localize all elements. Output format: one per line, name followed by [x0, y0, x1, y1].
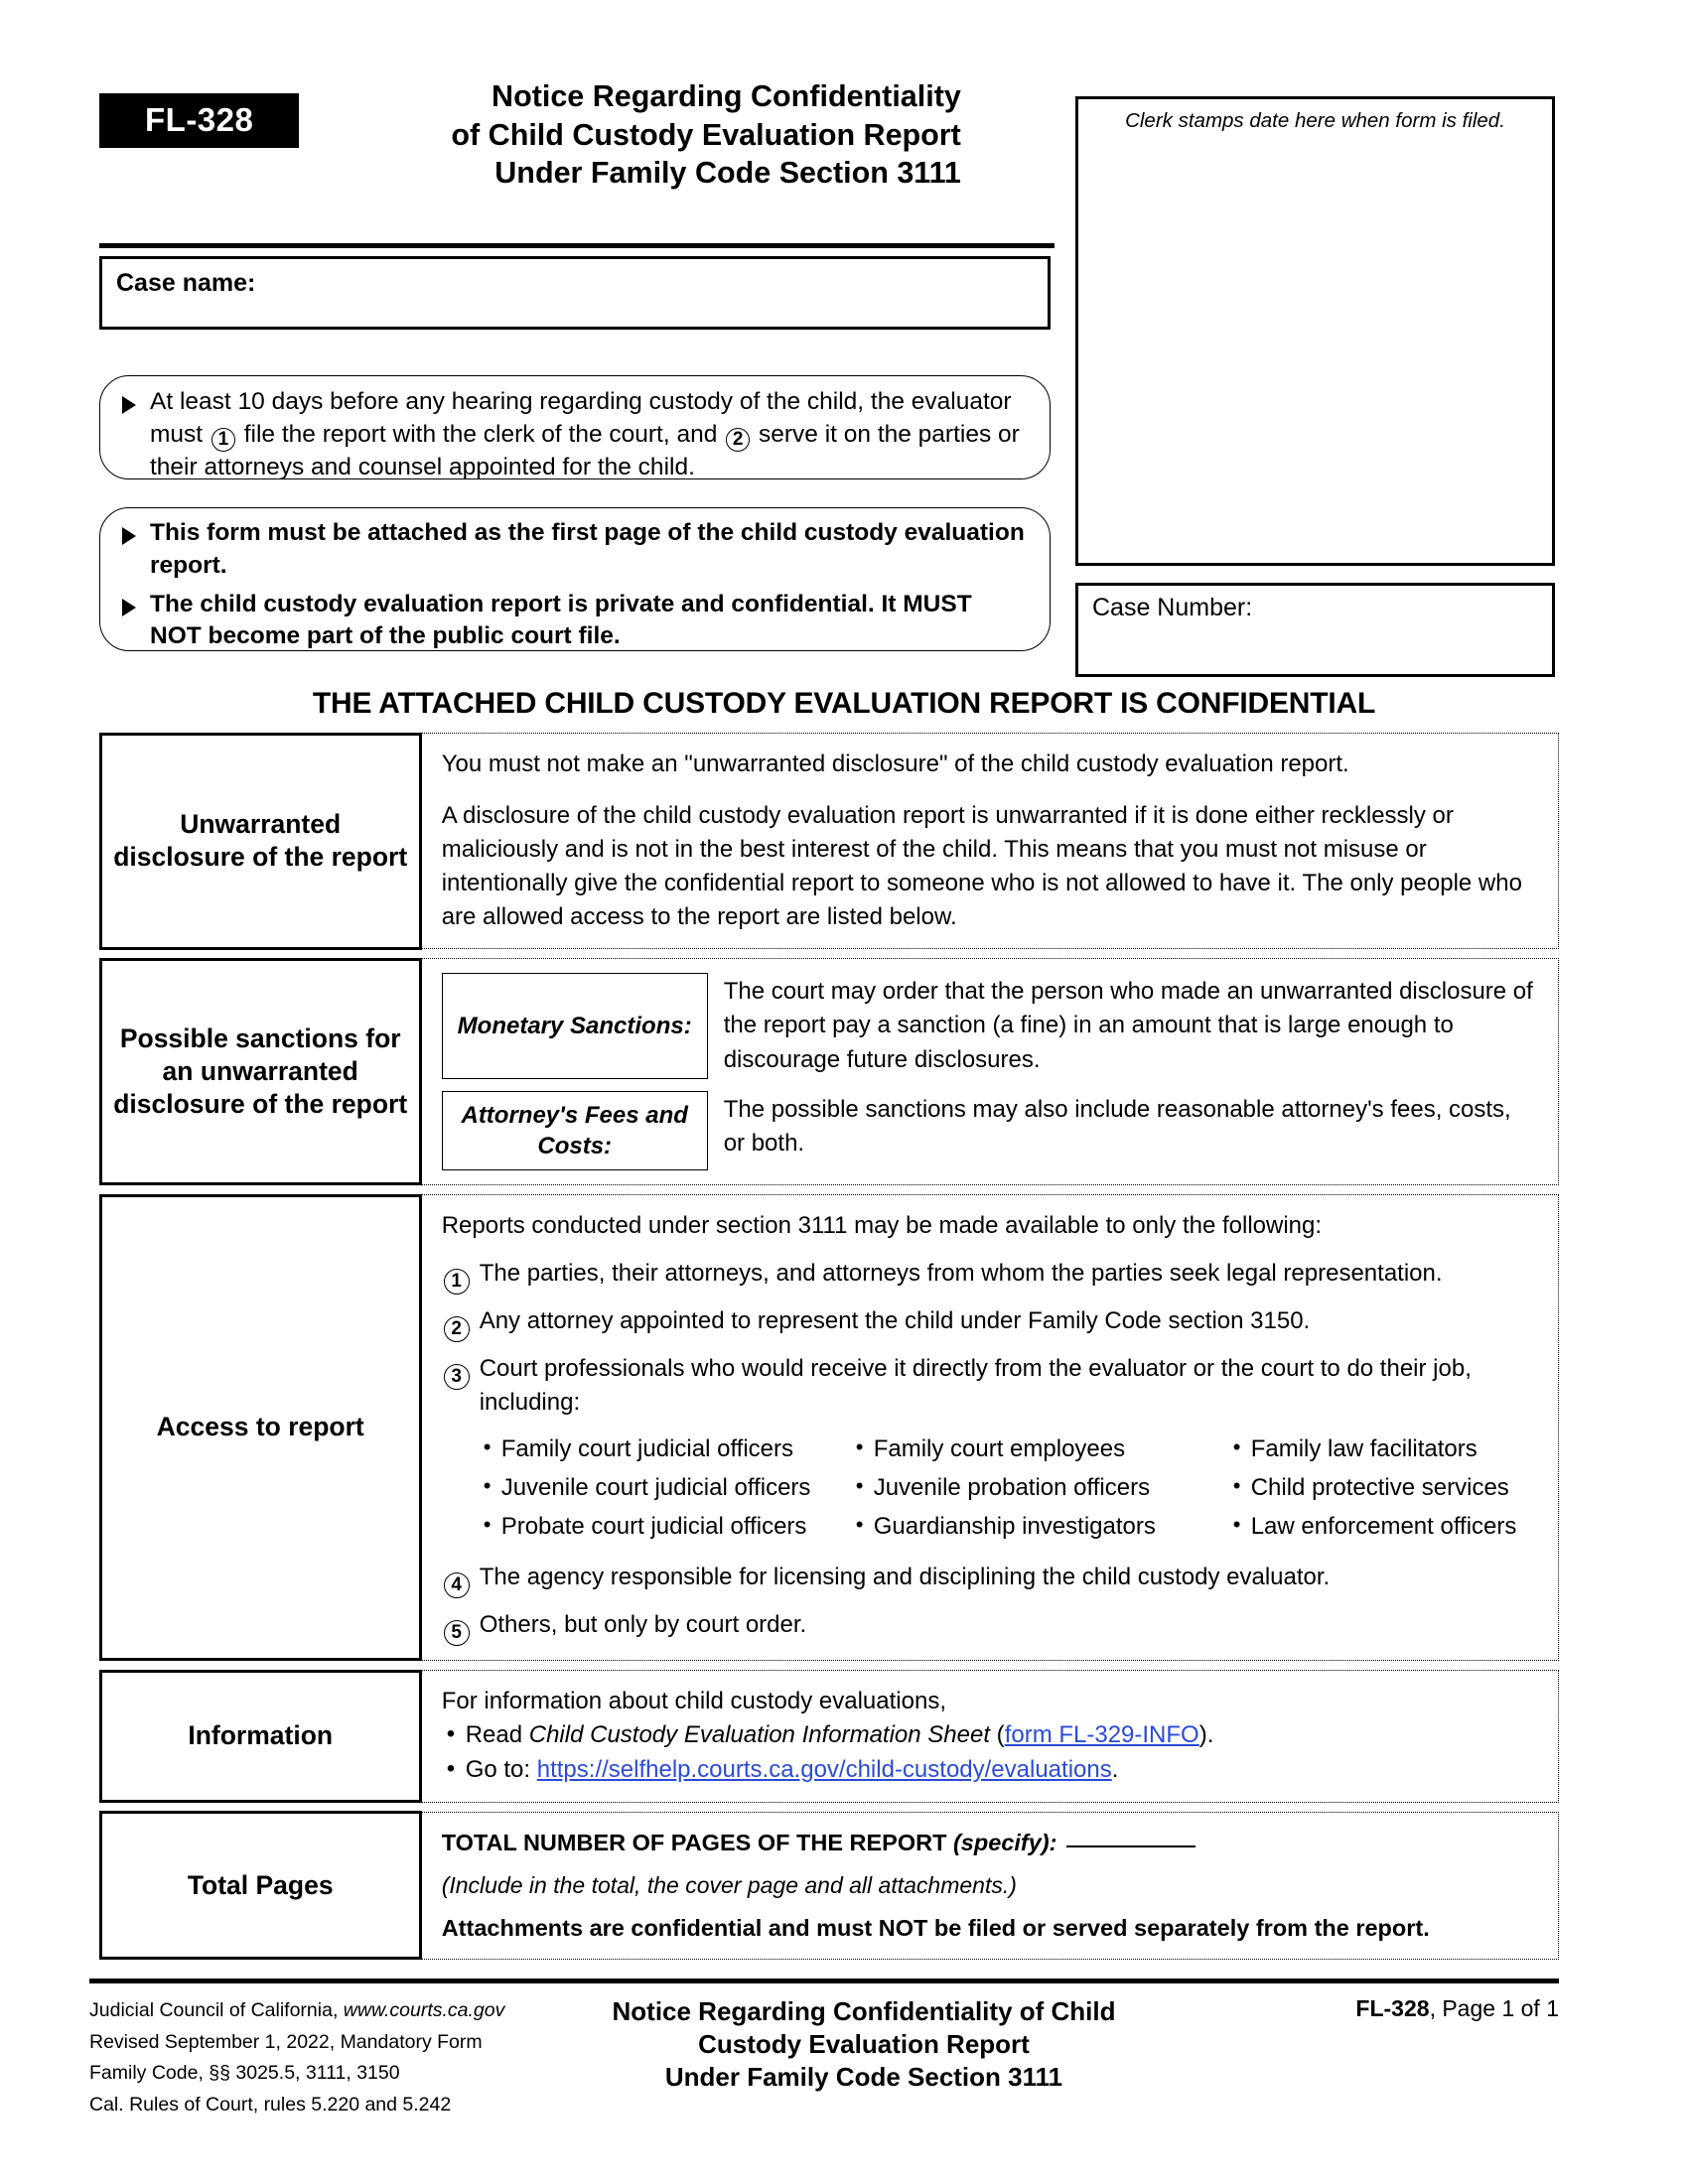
info-goto-period: .	[1111, 1755, 1119, 1783]
callout-attach-first-page: This form must be attached as the first page of the child custody evaluation report.	[150, 519, 1025, 579]
total-pages-specify: (specify):	[952, 1829, 1057, 1855]
circled-number-container	[442, 1355, 472, 1390]
circled-number-2: 2	[726, 428, 750, 452]
circled-number-icon: 3	[444, 1364, 470, 1390]
row-body-information	[422, 1671, 1558, 1802]
row-body-total-pages	[422, 1813, 1558, 1959]
case-name-label: Case name:	[116, 269, 256, 297]
information-intro: For information about child custody evaluations,	[441, 1687, 946, 1714]
row-body-sanctions	[422, 959, 1558, 1184]
professional-item: • Family court judicial officers	[480, 1431, 852, 1469]
total-pages-input[interactable]	[1066, 1844, 1196, 1847]
main-content-table	[99, 733, 1559, 1969]
sanction-value-attorney-fees: The possible sanctions may also include reasonable attorney's fees, costs, or both.	[723, 1095, 1511, 1157]
table-row-information	[99, 1670, 1559, 1803]
form-header	[99, 77, 1053, 193]
total-pages-warning: Attachments are confidential and must NOT be filed or served separately from the report.	[441, 1914, 1430, 1941]
unwarranted-paragraph-2: A disclosure of the child custody evaluation report is unwarranted if it is done either recklessly or maliciously and is not in the best interest of the child. This means that you must not misuse or intentionally give the confidential report to someone who is not allowed to have it. The only people who are allowed access to the report are listed below.	[441, 802, 1522, 931]
sanction-key-attorney-fees: Attorney's Fees and Costs:	[442, 1091, 708, 1170]
sanction-key-monetary: Monetary Sanctions:	[442, 973, 708, 1078]
professional-item: • Child protective services	[1229, 1469, 1557, 1508]
form-footer	[89, 1989, 1559, 2128]
footer-council: Judicial Council of California,	[89, 1999, 344, 2021]
circled-number-container	[442, 1611, 472, 1646]
information-bullet-read	[442, 1718, 1542, 1753]
triangle-bullet-icon	[122, 527, 150, 545]
row-label-information: Information	[99, 1670, 422, 1803]
sanction-item-monetary	[442, 973, 1542, 1078]
footer-page-number: , Page 1 of 1	[1429, 1995, 1559, 2021]
confidential-banner: THE ATTACHED CHILD CUSTODY EVALUATION REPORT IS CONFIDENTIAL	[312, 687, 1376, 720]
sanction-item-attorney-fees	[442, 1091, 1542, 1170]
access-item-text: Others, but only by court order.	[479, 1610, 807, 1638]
table-row-possible-sanctions	[99, 958, 1559, 1185]
info-paren-close: ).	[1198, 1720, 1214, 1748]
professional-item: • Juvenile court judicial officers	[480, 1469, 852, 1508]
case-number-label: Case Number:	[1092, 594, 1253, 621]
form-title-line-1: Notice Regarding Confidentiality	[492, 79, 961, 113]
circled-number-1: 1	[211, 428, 235, 452]
triangle-bullet-icon	[122, 396, 150, 414]
circled-number-container	[442, 1260, 472, 1295]
info-sheet-title: Child Custody Evaluation Information Sheet	[528, 1720, 991, 1748]
callout-part-1: At least 10 days before any hearing regarding custody of the child, the evaluator must	[150, 388, 1012, 448]
information-bullet-goto	[442, 1753, 1542, 1788]
circled-number-icon: 5	[444, 1620, 470, 1646]
table-row-total-pages	[99, 1812, 1559, 1960]
link-form-fl-329-info[interactable]: form FL-329-INFO	[1004, 1720, 1199, 1748]
case-name-field[interactable]	[99, 256, 1051, 330]
form-title-line-2: of Child Custody Evaluation Report	[451, 117, 961, 152]
access-item-text: The parties, their attorneys, and attorneys from whom the parties seek legal representation.	[479, 1260, 1443, 1288]
callout-private-confidential: The child custody evaluation report is private and confidential. It MUST NOT become part of the public court file.	[150, 590, 972, 650]
access-list-item	[442, 1608, 1557, 1646]
footer-page-indicator	[1355, 1995, 1559, 2022]
access-item-text: Any attorney appointed to represent the child under Family Code section 3150.	[479, 1307, 1311, 1335]
footer-line-3: Family Code, §§ 3025.5, 3111, 3150	[89, 2062, 400, 2085]
circled-number-icon: 2	[444, 1316, 470, 1342]
clerk-stamp-label: Clerk stamps date here when form is filed.	[1125, 109, 1505, 132]
form-title-line-3: Under Family Code Section 3111	[494, 156, 961, 191]
professional-item: • Juvenile probation officers	[852, 1469, 1229, 1508]
callout-part-2: file the report with the clerk of the court, and	[243, 420, 718, 448]
callout-attachment-warning	[99, 507, 1051, 651]
row-label-access: Access to report	[99, 1194, 422, 1661]
footer-line-4: Cal. Rules of Court, rules 5.220 and 5.242	[89, 2093, 452, 2116]
form-id-badge: FL-328	[99, 93, 299, 148]
access-item-text: Court professionals who would receive it directly from the evaluator or the court to do their job, including:	[479, 1355, 1472, 1416]
circled-number-container	[442, 1307, 472, 1342]
footer-title-line-3: Under Family Code Section 3111	[664, 2062, 1063, 2093]
table-row-unwarranted-disclosure	[99, 733, 1559, 949]
access-list-item	[442, 1257, 1557, 1295]
row-label-sanctions: Possible sanctions for an unwarranted disclosure of the report	[99, 958, 422, 1185]
footer-legal-citations	[89, 1995, 504, 2120]
professional-item: • Probate court judicial officers	[480, 1508, 852, 1547]
footer-form-title	[516, 1995, 1211, 2094]
info-goto-prefix: Go to:	[465, 1755, 537, 1783]
sanction-value-monetary: The court may order that the person who made an unwarranted disclosure of the report pay a sanction (a fine) in an amount that is large enough to discourage future disclosures.	[723, 978, 1533, 1073]
callout-filing-instructions	[99, 375, 1051, 479]
triangle-bullet-icon	[122, 599, 150, 616]
total-pages-prompt	[442, 1827, 1542, 1859]
row-body-unwarranted	[422, 734, 1558, 948]
info-paren-open: (	[990, 1720, 1005, 1748]
professional-item: • Family law facilitators	[1229, 1431, 1557, 1469]
link-selfhelp-url[interactable]: https://selfhelp.courts.ca.gov/child-custody/evaluations	[536, 1755, 1112, 1783]
professional-item: • Guardianship investigators	[852, 1508, 1229, 1547]
unwarranted-paragraph-1: You must not make an "unwarranted disclosure" of the child custody evaluation report.	[441, 751, 1349, 777]
clerk-stamp-box	[1075, 96, 1555, 566]
circled-number-icon: 4	[444, 1572, 470, 1598]
circled-number-container	[442, 1564, 472, 1598]
footer-form-id: FL-328	[1355, 1995, 1430, 2021]
footer-line-2: Revised September 1, 2022, Mandatory Form	[89, 2030, 483, 2053]
row-body-access	[422, 1195, 1573, 1660]
court-professionals-columns	[480, 1431, 1557, 1547]
professional-item: • Law enforcement officers	[1229, 1508, 1557, 1547]
professional-item: • Family court employees	[852, 1431, 1229, 1469]
footer-divider	[89, 1979, 1559, 1983]
footer-line-1	[89, 1995, 504, 2027]
professionals-column-3	[1229, 1431, 1557, 1547]
row-label-unwarranted: Unwarranted disclosure of the report	[99, 733, 422, 950]
circled-number-icon: 1	[444, 1269, 470, 1295]
access-list-item	[442, 1304, 1557, 1342]
table-row-access-to-report	[99, 1194, 1559, 1661]
professionals-column-2	[852, 1431, 1229, 1547]
case-number-field[interactable]	[1075, 583, 1555, 677]
footer-title-line-2: Custody Evaluation Report	[698, 2029, 1030, 2060]
total-pages-prompt-bold: TOTAL NUMBER OF PAGES OF THE REPORT	[441, 1829, 953, 1855]
professionals-column-1	[480, 1431, 852, 1547]
callout-filing-text	[150, 386, 1050, 484]
callout-part-3: serve it on the parties or their attorneys and counsel appointed for the child.	[150, 420, 1020, 480]
footer-website: www.courts.ca.gov	[343, 1999, 505, 2021]
access-list-item	[442, 1561, 1557, 1598]
header-divider	[99, 243, 1055, 248]
total-pages-note: (Include in the total, the cover page and all attachments.)	[441, 1871, 1017, 1898]
access-intro-text: Reports conducted under section 3111 may be made available to only the following:	[441, 1212, 1323, 1239]
info-read-prefix: Read	[465, 1720, 529, 1748]
access-list-item	[442, 1352, 1557, 1419]
row-label-total-pages: Total Pages	[99, 1811, 422, 1960]
access-item-text: The agency responsible for licensing and disciplining the child custody evaluator.	[479, 1563, 1331, 1590]
form-title-block	[326, 77, 961, 193]
footer-title-line-1: Notice Regarding Confidentiality of Child	[612, 1996, 1116, 2026]
